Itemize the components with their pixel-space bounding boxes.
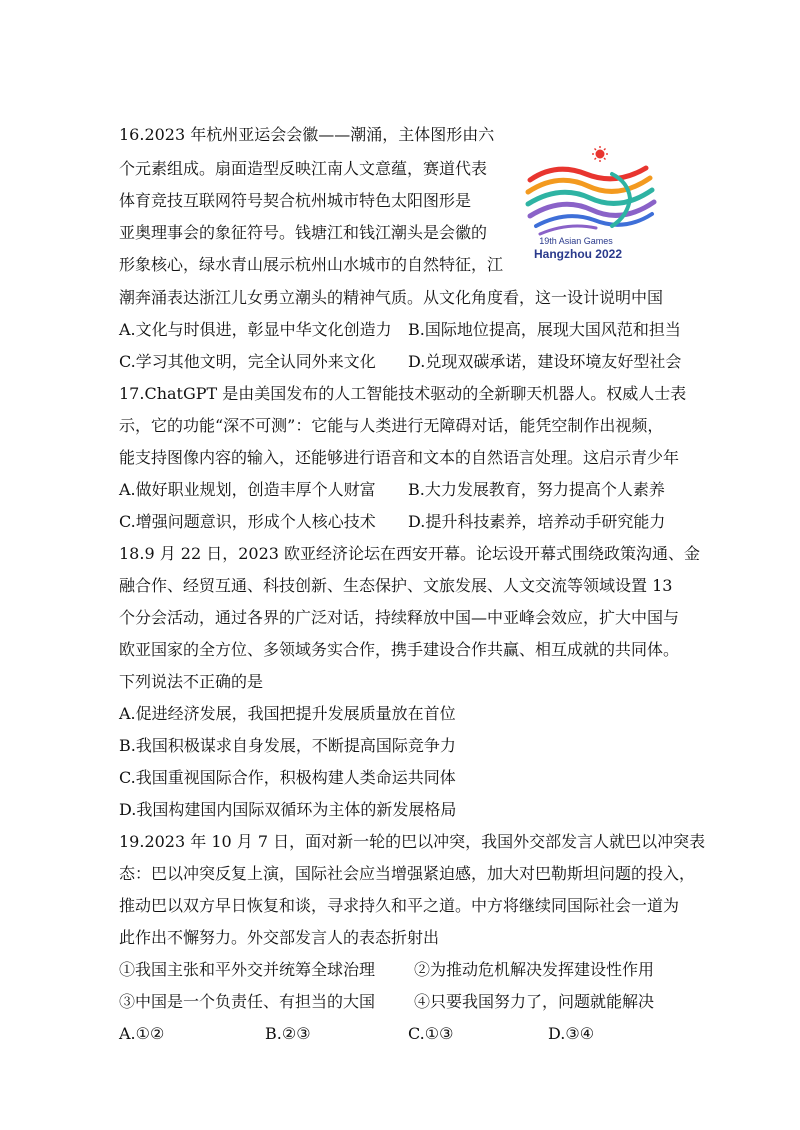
q16-line-3: 体育竞技互联网符号契合杭州城市特色太阳图形是 (119, 191, 472, 210)
q19-statement-2: ②为推动危机解决发挥建设性作用 (414, 960, 655, 979)
q19-line-1: 19.2023 年 10 月 7 日，面对新一轮的巴以冲突，我国外交部发言人就巴以冲突表 (119, 832, 706, 851)
q16-line-4: 亚奥理事会的象征符号。钱塘江和钱江潮头是会徽的 (119, 223, 488, 242)
q16-option-a: A.文化与时俱进，彰显中华文化创造力 (119, 320, 392, 339)
logo-line-1: 19th Asian Games (539, 236, 613, 246)
q19-statement-3: ③中国是一个负责任、有担当的大国 (119, 992, 376, 1011)
q18-option-a: A.促进经济发展，我国把提升发展质量放在首位 (119, 704, 456, 723)
q16-line-6: 潮奔涌表达浙江儿女勇立潮头的精神气质。从文化角度看，这一设计说明中国 (119, 288, 664, 307)
q18-option-c: C.我国重视国际合作，积极构建人类命运共同体 (119, 768, 456, 787)
q16-line-5: 形象核心，绿水青山展示杭州山水城市的自然特征，江 (119, 255, 504, 274)
q16-line-1: 16.2023 年杭州亚运会会徽——潮涌，主体图形由六 (119, 125, 495, 144)
q18-line-4: 欧亚国家的全方位、多领域务实合作，携手建设合作共赢、相互成就的共同体。 (119, 640, 680, 659)
q19-statement-1: ①我国主张和平外交并统筹全球治理 (119, 960, 376, 979)
q18-option-b: B.我国积极谋求自身发展，不断提高国际竞争力 (119, 736, 456, 755)
q18-option-d: D.我国构建国内国际双循环为主体的新发展格局 (119, 800, 457, 819)
q19-statement-4: ④只要我国努力了，问题就能解决 (414, 992, 655, 1011)
logo-line-2: Hangzhou 2022 (533, 247, 623, 261)
q19-line-3: 推动巴以双方早日恢复和谈，寻求持久和平之道。中方将继续同国际社会一道为 (119, 896, 680, 915)
q17-option-a: A.做好职业规划，创造丰厚个人财富 (119, 480, 376, 499)
q18-line-1: 18.9 月 22 日，2023 欧亚经济论坛在西安开幕。论坛设开幕式围绕政策沟通、金 (119, 544, 701, 563)
q18-line-5: 下列说法不正确的是 (119, 672, 264, 691)
q17-line-2: 示，它的功能“深不可测”：它能与人类进行无障碍对话，能凭空制作出视频， (119, 416, 664, 435)
q19-option-a: A.①② (119, 1024, 165, 1043)
q17-option-d: D.提升科技素养，培养动手研究能力 (408, 512, 666, 531)
sun-icon (592, 146, 608, 162)
q18-line-3: 个分会活动，通过各界的广泛对话，持续释放中国—中亚峰会效应，扩大中国与 (119, 608, 680, 627)
q19-option-b: B.②③ (265, 1024, 311, 1043)
q17-option-b: B.大力发展教育，努力提高个人素养 (408, 480, 665, 499)
q17-line-3: 能支持图像内容的输入，还能够进行语音和文本的自然语言处理。这启示青少年 (119, 448, 680, 467)
q17-option-c: C.增强问题意识，形成个人核心技术 (119, 512, 376, 531)
q16-line-2: 个元素组成。扇面造型反映江南人文意蕴，赛道代表 (119, 159, 488, 178)
q19-line-2: 态：巴以冲突反复上演，国际社会应当增强紧迫感，加大对巴勒斯坦问题的投入， (119, 864, 696, 883)
tide-emblem (528, 168, 654, 234)
q16-option-d: D.兑现双碳承诺，建设环境友好型社会 (408, 352, 682, 371)
q19-option-d: D.③④ (548, 1024, 595, 1043)
q18-line-2: 融合作、经贸互通、科技创新、生态保护、文旅发展、人文交流等领域设置 13 (119, 576, 673, 595)
asian-games-logo (516, 146, 678, 264)
q16-option-c: C.学习其他文明，完全认同外来文化 (119, 352, 376, 371)
q19-line-4: 此作出不懈努力。外交部发言人的表态折射出 (119, 928, 440, 947)
q17-line-1: 17.ChatGPT 是由美国发布的人工智能技术驱动的全新聊天机器人。权威人士表 (119, 384, 687, 403)
q16-option-b: B.国际地位提高，展现大国风范和担当 (408, 320, 681, 339)
q19-option-c: C.①③ (408, 1024, 454, 1043)
